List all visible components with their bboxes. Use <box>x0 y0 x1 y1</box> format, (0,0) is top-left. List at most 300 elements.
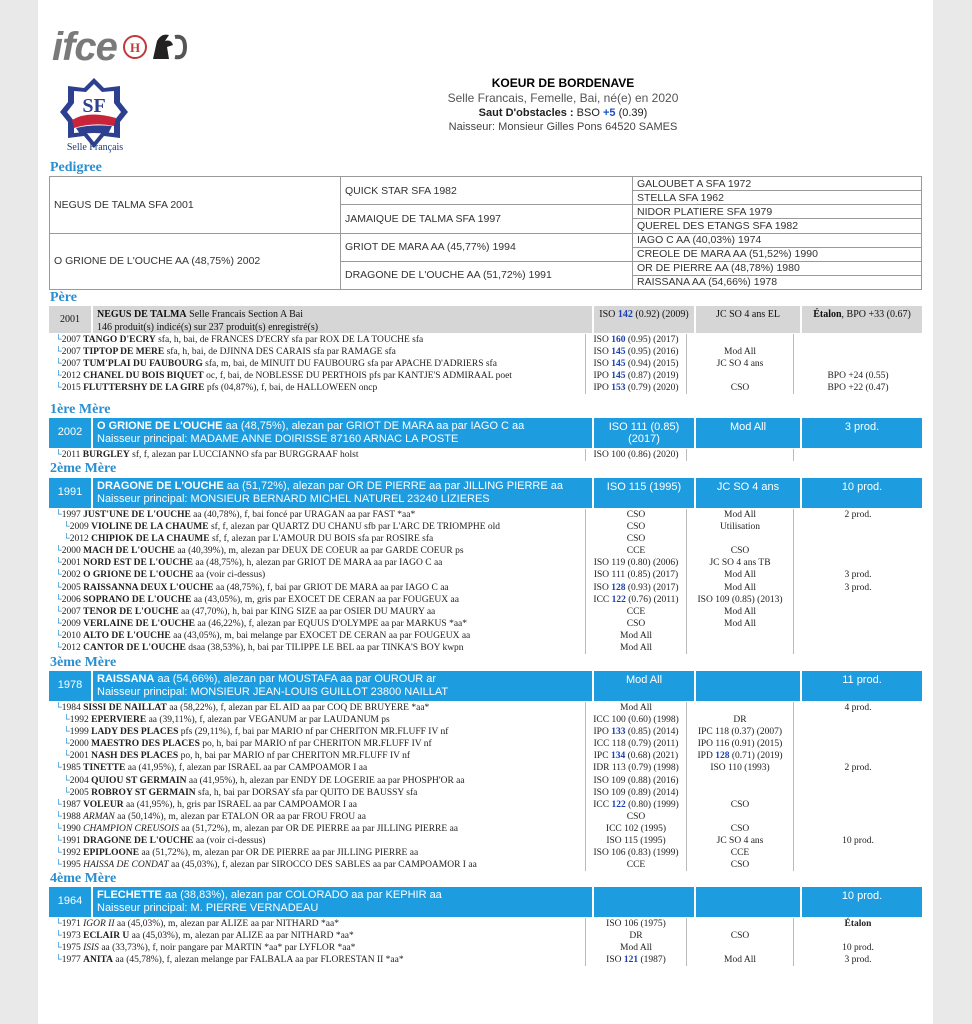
index-type: ISO <box>593 359 609 370</box>
offspring-prod <box>793 334 922 346</box>
offspring-year: 2012 <box>69 534 89 545</box>
tree-branch-icon: └ <box>55 643 62 654</box>
jump-label: Saut D'obstacles : <box>478 107 574 119</box>
m1-perf: Mod All <box>696 418 802 448</box>
offspring-perf: ISO 110 (1993) <box>686 762 793 774</box>
offspring-perf: JC SO 4 ans <box>686 358 793 370</box>
m4-desc: aa (38,83%), alezan par COLORADO aa par KEPHIR aa <box>161 889 442 901</box>
offspring-name-cell <box>49 823 585 835</box>
m3-header <box>49 671 922 701</box>
offspring-perf <box>686 533 793 545</box>
offspring-index: CCE <box>585 859 686 871</box>
offspring-year: 1992 <box>69 715 89 726</box>
pere-status-label: Étalon <box>813 309 842 320</box>
offspring-name[interactable]: CHIPIOK DE LA CHAUME <box>91 534 210 545</box>
pere-name[interactable]: NEGUS DE TALMA <box>97 309 187 320</box>
offspring-index: ISO 106 (0.83) (1999) <box>585 847 686 859</box>
offspring-prod <box>793 642 922 654</box>
index-detail: (0.80) (1999) <box>628 799 679 810</box>
offspring-row <box>49 942 922 954</box>
offspring-perf <box>686 775 793 787</box>
offspring-perf <box>686 702 793 714</box>
pere-header <box>49 306 922 333</box>
offspring-year: 1984 <box>61 703 81 713</box>
offspring-prod <box>793 726 922 738</box>
offspring-index <box>585 370 686 382</box>
m4-main <box>93 887 594 917</box>
m4-name[interactable]: FLECHETTE <box>97 889 162 901</box>
pedigree-table <box>49 176 922 290</box>
m1-index: ISO 111 (0.85) (2017) <box>594 418 696 448</box>
m4-perf <box>696 887 802 917</box>
offspring-prod <box>793 811 922 823</box>
offspring-prod <box>793 606 922 618</box>
offspring-name-cell <box>49 811 585 823</box>
offspring-prod <box>793 557 922 569</box>
offspring-name[interactable]: VIOLINE DE LA CHAUME <box>91 522 209 533</box>
offspring-row <box>49 738 922 750</box>
ped-ddd[interactable]: RAISSANA AA (54,66%) 1978 <box>633 275 922 289</box>
offspring-index: ISO 106 (1975) <box>585 918 686 930</box>
ped-sds[interactable]: NIDOR PLATIERE SFA 1979 <box>633 205 922 219</box>
offspring-name-cell <box>49 533 585 545</box>
jump-type: BSO <box>576 107 600 119</box>
offspring-perf: IPC 118 (0.37) (2007) <box>686 726 793 738</box>
m3-naisseur: Naisseur principal: MONSIEUR JEAN-LOUIS GUILLOT 23800 NAILLAT <box>97 686 449 698</box>
offspring-name[interactable]: CANTOR DE L'OUCHE <box>83 643 186 654</box>
offspring-prod <box>793 714 922 726</box>
offspring-row <box>49 346 922 358</box>
offspring-name[interactable]: CHANEL DU BOIS BIQUET <box>83 371 204 382</box>
offspring-year: 2015 <box>61 383 81 394</box>
offspring-name[interactable]: EPIPLOONE <box>83 848 140 859</box>
offspring-name[interactable]: TUM'PLAI DU FAUBOURG <box>83 359 203 370</box>
tree-branch-icon: └ <box>55 335 62 345</box>
offspring-desc: aa (45,03%), m, alezan par ALIZE aa par NITHARD *aa* <box>114 919 339 929</box>
offspring-year: 2012 <box>61 643 81 654</box>
offspring-name[interactable]: ARMAN <box>83 811 115 822</box>
tree-branch-icon: └ <box>55 919 62 929</box>
m3-perf <box>696 671 802 701</box>
offspring-desc: sfa, h, bai, de FRANCES D'ECRY sfa par ROX DE LA TOUCHE sfa <box>155 335 424 345</box>
offspring-name[interactable]: MACH DE L'OUCHE <box>83 546 175 557</box>
offspring-prod <box>793 449 922 461</box>
offspring-index <box>585 358 686 370</box>
section-pedigree-title: Pedigree <box>50 160 102 175</box>
offspring-desc: dsaa (38,53%), h, bai par TILIPPE LE BEL aa par TINKA'S BOY kwpn <box>185 643 464 654</box>
m4-header <box>49 887 922 917</box>
offspring-year: 2001 <box>69 751 89 762</box>
index-type: IPO <box>593 383 609 394</box>
index-value: 145 <box>611 359 626 370</box>
offspring-year: 1977 <box>61 955 81 966</box>
offspring-desc: aa (33,73%), f, noir pangare par MARTIN *aa* par LYFLOR *aa* <box>98 943 356 954</box>
pere-desc: Selle Francais Section A Bai <box>189 309 304 320</box>
m2-index: ISO 115 (1995) <box>594 478 696 508</box>
m3-name[interactable]: RAISSANA <box>97 673 155 685</box>
m2-header <box>49 478 922 508</box>
tree-branch-icon: └ <box>63 787 70 798</box>
tree-branch-icon: └ <box>55 955 62 966</box>
offspring-desc: aa (39,11%), f, alezan par VEGANUM ar par LAUDANUM ps <box>146 715 390 726</box>
offspring-name[interactable]: IGOR II <box>83 919 115 929</box>
offspring-row <box>49 509 922 521</box>
offspring-name-cell <box>49 358 585 370</box>
tree-branch-icon: └ <box>55 823 62 834</box>
offspring-name[interactable]: MAESTRO DES PLACES <box>91 739 200 750</box>
offspring-row <box>49 714 922 726</box>
offspring-row <box>49 545 922 557</box>
breeder: Naisseur: Monsieur Gilles Pons 64520 SAMES <box>448 121 678 133</box>
offspring-index: CSO <box>585 533 686 545</box>
pere-progeny: 146 produit(s) indicé(s) sur 237 produit(s) enregistré(s) <box>97 322 319 333</box>
offspring-perf: CSO <box>686 823 793 835</box>
offspring-name[interactable]: LADY DES PLACES <box>91 727 179 738</box>
pere-offspring-list <box>49 334 922 394</box>
offspring-index: CCE <box>585 606 686 618</box>
jump-reliability: (0.39) <box>618 107 648 119</box>
offspring-desc: aa (51,72%), m, alezan par OR DE PIERRE aa par JILLING PIERRE aa <box>139 848 419 859</box>
offspring-perf <box>686 449 793 461</box>
index-detail: (0.71) (2019) <box>731 751 783 762</box>
offspring-desc: aa (43,05%), m, gris par EXOCET DE CERAN aa par FOUGEUX aa <box>191 594 459 605</box>
offspring-name[interactable]: ALTO DE L'OUCHE <box>83 630 171 641</box>
offspring-perf: JC SO 4 ans TB <box>686 557 793 569</box>
ped-dds[interactable]: OR DE PIERRE AA (48,78%) 1980 <box>633 261 922 275</box>
offspring-prod <box>793 738 922 750</box>
offspring-row <box>49 606 922 618</box>
offspring-name[interactable]: HAISSA DE CONDAT <box>83 860 169 871</box>
offspring-prod <box>793 930 922 942</box>
offspring-desc: sf, f, alezan par QUARTZ DU CHANU sfb par L'ARC DE TRIOMPHE old <box>208 522 501 533</box>
offspring-year: 2011 <box>61 450 81 460</box>
offspring-name-cell <box>49 334 585 346</box>
offspring-row <box>49 799 922 811</box>
offspring-perf <box>686 811 793 823</box>
tree-branch-icon: └ <box>55 848 62 859</box>
offspring-name-cell <box>49 702 585 714</box>
offspring-prod: 2 prod. <box>793 762 922 774</box>
ped-sire-dam[interactable]: JAMAIQUE DE TALMA SFA 1997 <box>341 205 633 233</box>
offspring-name[interactable]: SOPRANO DE L'OUCHE <box>83 594 192 605</box>
offspring-name-cell <box>49 859 585 871</box>
offspring-index: ISO 100 (0.86) (2020) <box>585 449 686 461</box>
m2-offspring-list <box>49 509 922 654</box>
m2-main <box>93 478 594 508</box>
offspring-name-cell <box>49 594 585 606</box>
index-value: 145 <box>611 371 626 382</box>
offspring-prod <box>793 823 922 835</box>
offspring-index: ISO 109 (0.89) (2014) <box>585 787 686 799</box>
offspring-index <box>585 582 686 594</box>
tree-branch-icon: └ <box>55 371 62 382</box>
offspring-desc: aa (voir ci-dessus) <box>193 836 266 847</box>
offspring-name[interactable]: DRAGONE DE L'OUCHE <box>83 836 194 847</box>
offspring-index: ICC 100 (0.60) (1998) <box>585 714 686 726</box>
section-pere-title: Père <box>50 290 77 305</box>
offspring-year: 2007 <box>61 359 81 370</box>
offspring-perf: IPO 116 (0.91) (2015) <box>686 738 793 750</box>
offspring-name[interactable]: VOLEUR <box>83 799 124 810</box>
pere-index-value: 142 <box>617 309 633 320</box>
tree-branch-icon: └ <box>55 931 62 942</box>
offspring-desc: pfs (29,11%), f, bai par MARIO nf par CHERITON MR.FLUFF IV nf <box>178 727 449 738</box>
offspring-index: CCE <box>585 545 686 557</box>
index-value: 153 <box>611 383 626 394</box>
offspring-name-cell <box>49 787 585 799</box>
index-value: 122 <box>611 594 626 605</box>
offspring-perf: Mod All <box>686 954 793 966</box>
m4-prod: 10 prod. <box>841 890 883 902</box>
offspring-row <box>49 642 922 654</box>
tree-branch-icon: └ <box>55 510 62 520</box>
offspring-name-cell <box>49 738 585 750</box>
offspring-year: 2004 <box>69 775 89 786</box>
offspring-perf <box>686 787 793 799</box>
section-m1-title: 1ère Mère <box>50 402 111 417</box>
sf-badge-text: SF <box>82 95 106 117</box>
offspring-perf: Mod All <box>686 606 793 618</box>
tree-branch-icon: └ <box>55 359 62 370</box>
offspring-index <box>585 382 686 394</box>
offspring-perf: Mod All <box>686 618 793 630</box>
offspring-desc: aa (45,03%), f, alezan par SIROCCO DES SABLES aa par CAMPOAMOR I aa <box>168 860 477 871</box>
offspring-name[interactable]: VERLAINE DE L'OUCHE <box>83 618 196 629</box>
m1-year: 2002 <box>49 418 93 448</box>
offspring-index <box>585 334 686 346</box>
offspring-name-cell <box>49 545 585 557</box>
offspring-name[interactable]: ROBROY ST GERMAIN <box>91 787 196 798</box>
offspring-perf: JC SO 4 ans <box>686 835 793 847</box>
pere-bpo: , BPO +33 (0.67) <box>841 309 911 320</box>
tree-branch-icon: └ <box>55 546 62 557</box>
tree-branch-icon: └ <box>63 534 70 545</box>
ped-dsd[interactable]: CREOLE DE MARA AA (51,52%) 1990 <box>633 247 922 261</box>
m4-naisseur: Naisseur principal: M. PIERRE VERNADEAU <box>97 902 319 914</box>
offspring-index: Mod All <box>585 630 686 642</box>
tree-branch-icon: └ <box>55 383 62 394</box>
offspring-name-cell <box>49 750 585 762</box>
offspring-row <box>49 370 922 382</box>
tree-branch-icon: └ <box>55 570 62 581</box>
pedigree-sheet <box>38 0 933 1024</box>
ped-sire[interactable]: NEGUS DE TALMA SFA 2001 <box>50 177 341 234</box>
offspring-prod <box>793 521 922 533</box>
offspring-row <box>49 582 922 594</box>
offspring-name-cell <box>49 382 585 394</box>
m1-offspring-list <box>49 449 922 461</box>
offspring-name[interactable]: CHAMPION CREUSOIS <box>83 823 179 834</box>
index-value: 145 <box>611 347 626 358</box>
offspring-name-cell <box>49 930 585 942</box>
offspring-name-cell <box>49 582 585 594</box>
index-detail: (0.79) (2020) <box>627 383 679 394</box>
section-m3-title: 3ème Mère <box>50 655 117 670</box>
offspring-name[interactable]: ANITA <box>83 955 114 966</box>
m2-prod: 10 prod. <box>841 481 883 493</box>
offspring-name[interactable]: TINETTE <box>83 763 126 774</box>
offspring-name-cell <box>49 775 585 787</box>
offspring-prod <box>793 358 922 370</box>
offspring-name[interactable]: NASH DES PLACES <box>91 751 179 762</box>
ped-dss[interactable]: IAGO C AA (40,03%) 1974 <box>633 233 922 247</box>
offspring-prod <box>793 750 922 762</box>
offspring-desc: sf, f, alezan par LUCCIANNO sfa par BURGGRAAF holst <box>129 450 359 460</box>
tree-branch-icon: └ <box>55 558 62 569</box>
offspring-name[interactable]: QUIOU ST GERMAIN <box>91 775 187 786</box>
offspring-desc: aa (41,95%), f, alezan par ISRAEL aa par CAMPOAMOR I aa <box>125 763 368 774</box>
tree-branch-icon: └ <box>55 943 62 954</box>
offspring-row <box>49 449 922 461</box>
offspring-row <box>49 533 922 545</box>
offspring-prod: 10 prod. <box>793 942 922 954</box>
offspring-index <box>585 750 686 762</box>
offspring-perf <box>686 334 793 346</box>
offspring-name[interactable]: ISIS <box>83 943 99 954</box>
ped-dam-sire[interactable]: GRIOT DE MARA AA (45,77%) 1994 <box>341 233 633 261</box>
offspring-index <box>585 954 686 966</box>
offspring-name-cell <box>49 954 585 966</box>
offspring-desc: aa (47,70%), h, bai par KING SIZE aa par OSIER DU MAURY aa <box>178 606 436 617</box>
offspring-name-cell <box>49 370 585 382</box>
index-detail: (0.85) (2014) <box>627 727 679 738</box>
m2-name[interactable]: DRAGONE DE L'OUCHE <box>97 480 224 492</box>
offspring-prod <box>793 859 922 871</box>
offspring-row <box>49 702 922 714</box>
ped-sire-sire[interactable]: QUICK STAR SFA 1982 <box>341 177 633 205</box>
offspring-year: 2000 <box>69 739 89 750</box>
pere-index-detail: (0.92) (2009) <box>635 309 689 320</box>
offspring-desc: po, h, bai par MARIO nf par CHERITON MR.FLUFF IV nf <box>199 739 432 750</box>
horse-header <box>338 76 788 135</box>
offspring-prod: 4 prod. <box>793 702 922 714</box>
offspring-prod: BPO +24 (0.55) <box>793 370 922 382</box>
offspring-row <box>49 918 922 930</box>
m1-main <box>93 418 594 448</box>
offspring-name-cell <box>49 509 585 521</box>
index-type: ICC <box>593 594 610 605</box>
offspring-name[interactable]: ECLAIR U <box>83 931 130 942</box>
offspring-perf <box>686 630 793 642</box>
offspring-name[interactable]: SISSI DE NAILLAT <box>83 703 167 713</box>
offspring-name[interactable]: TENOR DE L'OUCHE <box>83 606 179 617</box>
offspring-desc: oc, f, bai, de NOBLESSE DU PERTHOIS pfs par KANTJE'S ADMIRAAL poet <box>203 371 512 382</box>
jump-value: +5 <box>602 107 616 119</box>
offspring-desc: aa (voir ci-dessus) <box>193 570 266 581</box>
offspring-row <box>49 358 922 370</box>
m3-main <box>93 671 594 701</box>
offspring-prod <box>793 618 922 630</box>
tree-branch-icon: └ <box>55 703 62 713</box>
ped-dam[interactable]: O GRIONE DE L'OUCHE AA (48,75%) 2002 <box>50 233 341 290</box>
offspring-perf: CSO <box>686 382 793 394</box>
offspring-row <box>49 954 922 966</box>
index-value: 121 <box>623 955 639 966</box>
pere-perf: JC SO 4 ans EL <box>696 306 802 333</box>
offspring-year: 2007 <box>61 335 81 345</box>
offspring-index: DR <box>585 930 686 942</box>
tree-branch-icon: └ <box>63 739 70 750</box>
offspring-year: 1997 <box>61 510 81 520</box>
m3-prod: 11 prod. <box>842 674 882 686</box>
offspring-year: 2009 <box>69 522 89 533</box>
index-value: 128 <box>611 582 626 593</box>
index-type: ISO <box>593 582 609 593</box>
offspring-prod <box>793 787 922 799</box>
offspring-name-cell <box>49 606 585 618</box>
offspring-desc: aa (48,75%), f, bai par GRIOT DE MARA aa par IAGO C aa <box>213 582 449 593</box>
offspring-prod: 10 prod. <box>793 835 922 847</box>
ped-ssd[interactable]: STELLA SFA 1962 <box>633 191 922 205</box>
tree-branch-icon: └ <box>55 582 62 593</box>
offspring-perf: Mod All <box>686 346 793 358</box>
offspring-name[interactable]: BURGLEY <box>82 450 130 460</box>
offspring-row <box>49 811 922 823</box>
offspring-name[interactable]: TANGO D'ECRY <box>83 335 156 345</box>
ped-sss[interactable]: GALOUBET A SFA 1972 <box>633 177 922 191</box>
pere-year: 2001 <box>49 306 93 333</box>
index-type: IPO <box>593 371 609 382</box>
offspring-name[interactable]: O GRIONE DE L'OUCHE <box>83 570 194 581</box>
index-type: ISO <box>593 335 609 345</box>
index-type: ISO <box>606 955 622 966</box>
offspring-index <box>585 726 686 738</box>
offspring-prod: BPO +22 (0.47) <box>793 382 922 394</box>
offspring-perf <box>686 750 793 762</box>
ped-sdd[interactable]: QUEREL DES ETANGS SFA 1982 <box>633 219 922 233</box>
tree-branch-icon: └ <box>63 522 70 533</box>
offspring-name[interactable]: FLUTTERSHY DE LA GIRE <box>83 383 205 394</box>
offspring-index: ISO 111 (0.85) (2017) <box>585 569 686 581</box>
offspring-name-cell <box>49 557 585 569</box>
offspring-year: 2005 <box>61 582 81 593</box>
index-value: 160 <box>611 335 626 345</box>
ped-dam-dam[interactable]: DRAGONE DE L'OUCHE AA (51,72%) 1991 <box>341 261 633 289</box>
offspring-desc: aa (43,05%), m, bai melange par EXOCET DE CERAN aa par FOUGEUX aa <box>170 630 471 641</box>
offspring-row <box>49 750 922 762</box>
offspring-perf: CSO <box>686 859 793 871</box>
offspring-name-cell <box>49 799 585 811</box>
offspring-name[interactable]: RAISSANNA DEUX L'OUCHE <box>83 582 214 593</box>
m1-name[interactable]: O GRIONE DE L'OUCHE <box>97 420 223 432</box>
offspring-prod: 3 prod. <box>793 582 922 594</box>
index-value: 128 <box>715 751 730 762</box>
offspring-perf <box>686 942 793 954</box>
offspring-year: 2010 <box>61 630 81 641</box>
offspring-index: Mod All <box>585 642 686 654</box>
offspring-name-cell <box>49 449 585 461</box>
offspring-row <box>49 334 922 346</box>
offspring-row <box>49 859 922 871</box>
offspring-name[interactable]: TIPTOP DE MERE <box>83 347 165 358</box>
offspring-year: 1973 <box>61 931 81 942</box>
horse-name: KOEUR DE BORDENAVE <box>491 76 635 90</box>
offspring-year: 1999 <box>69 727 89 738</box>
index-detail: (0.93) (2017) <box>627 582 679 593</box>
offspring-prod <box>793 630 922 642</box>
offspring-row <box>49 823 922 835</box>
m2-perf: JC SO 4 ans <box>696 478 802 508</box>
offspring-name[interactable]: EPERVIERE <box>91 715 147 726</box>
offspring-name-cell <box>49 847 585 859</box>
offspring-row <box>49 521 922 533</box>
offspring-row <box>49 847 922 859</box>
offspring-name[interactable]: NORD EST DE L'OUCHE <box>83 558 193 569</box>
offspring-name[interactable]: JUST'UNE DE L'OUCHE <box>83 510 191 520</box>
m3-desc: aa (54,66%), alezan par MOUSTAFA aa par OUROUR ar <box>154 673 437 685</box>
index-value: 133 <box>611 727 626 738</box>
pere-index <box>594 306 696 333</box>
